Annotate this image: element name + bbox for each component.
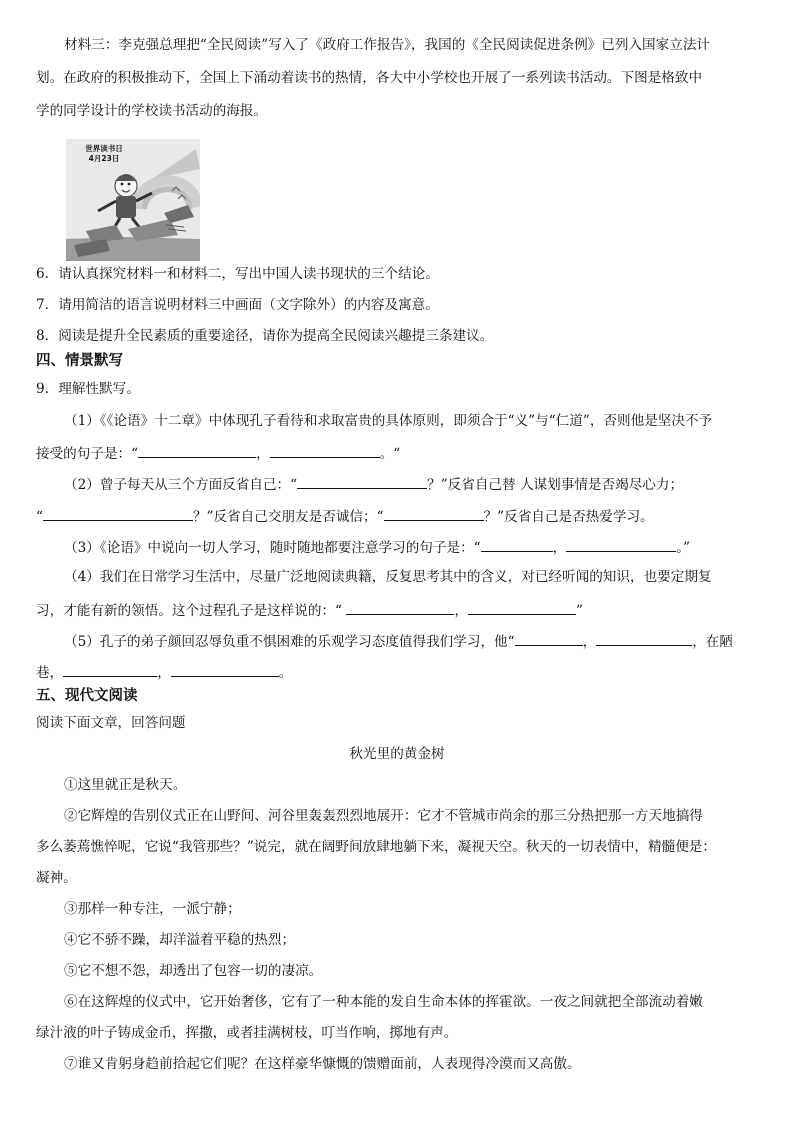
item-2-line-1: [64, 474, 794, 494]
answer-blank[interactable]: [138, 443, 256, 458]
answer-blank[interactable]: [468, 600, 576, 615]
item-1-line-2: [36, 443, 766, 463]
item-1-line-1: （1）《《论语》十二章》中体现孔子看待和求取富贵的具体原则，即须合于“义”与“仁道”，否则他是坚决不予: [64, 413, 713, 429]
answer-blank[interactable]: [384, 506, 484, 521]
answer-blank[interactable]: [270, 443, 380, 458]
item-3-sep: ，: [552, 540, 567, 556]
reading-day-poster-image: [66, 139, 200, 261]
section-5-heading: 五、现代文阅读: [36, 688, 138, 704]
answer-blank[interactable]: [43, 506, 193, 521]
item-4-line-1: （4）我们在日常学习生活中，尽量广泛地阅读典籍，反复思考其中的含义，对已经听闻的知识，也要定期复: [64, 569, 712, 585]
article-para-1: ①这里就正是秋天。: [64, 777, 187, 793]
article-para-2-line-1: ②它辉煌的告别仪式正在山野间、河谷里轰轰烈烈地展开：它才不管城市尚余的那三分热把那一方天地搞得: [64, 808, 703, 824]
item-5-suffix: ，在陋: [692, 634, 733, 650]
item-1-prefix: 接受的句子是：“: [36, 446, 139, 462]
item-5-line-2: [36, 662, 766, 682]
article-title: 秋光里的黄金树: [349, 746, 445, 762]
item-5-prefix: （5）孔子的弟子颜回忍辱负重不惧困难的乐观学习态度值得我们学习，他“: [64, 634, 515, 650]
question-8: 8．阅读是提升全民素质的重要途径，请你为提高全民阅读兴趣提三条建议。: [36, 328, 494, 344]
item-2-prefix: （2）曾子每天从三个方面反省自己：“: [64, 477, 298, 493]
answer-blank[interactable]: [63, 662, 157, 677]
question-9: 9．理解性默写。: [36, 381, 140, 397]
item-2-suffix: ？”反省自己替 人谋划事情是否竭尽心力；: [427, 477, 684, 493]
question-6: 6．请认真探究材料一和材料二，写出中国人读书现状的三个结论。: [36, 266, 439, 282]
material3-line-1: 材料三：李克强总理把“全民阅读”写入了《政府工作报告》，我国的《全民阅读促进条例》已列入国家立法计: [64, 37, 711, 53]
article-para-5: ⑤它不想不怨，却透出了包容一切的凄凉。: [64, 963, 323, 979]
item-2-middle: ？”反省自己交朋友是否诚信；“: [192, 509, 384, 525]
item-5-line-1: [64, 631, 794, 651]
answer-blank[interactable]: [515, 631, 583, 646]
article-para-4: ④它不骄不躁，却洋溢着平稳的热烈；: [64, 932, 296, 948]
item-1-sep: ，: [256, 446, 270, 462]
answer-blank[interactable]: [481, 537, 553, 552]
item-1-end: 。“: [379, 446, 401, 462]
article-para-2-line-3: 凝神。: [36, 870, 77, 886]
item-5-sep: ，: [582, 634, 597, 650]
article-para-6-line-1: ⑥在这辉煌的仪式中，它开始奢侈，它有了一种本能的发自生命本体的挥霍欲。一夜之间就把全部流动着嫩: [64, 994, 703, 1010]
item-4-sep: ，: [454, 603, 468, 619]
item-2-suffix-2: ？”反省自己是否热爱学习。: [483, 509, 654, 525]
material3-line-3: 学的同学设计的学校读书活动的海报。: [36, 103, 268, 119]
poster-title: 世界读书日: [85, 144, 123, 153]
reading-intro: 阅读下面文章，回答问题: [36, 715, 186, 731]
item-5-end: 。: [278, 665, 293, 681]
item-5-sep-2: ，: [157, 665, 171, 681]
item-4-prefix: 习，才能有新的领悟。这个过程孔子是这样说的：“: [36, 603, 347, 619]
question-7: 7．请用简洁的语言说明材料三中画面（文字除外）的内容及寓意。: [36, 297, 439, 313]
article-para-3: ③那样一种专注，一派宁静；: [64, 901, 241, 917]
article-para-6-line-2: 绿汁液的叶子铸成金币，挥撒，或者挂满树枝，叮当作响，掷地有声。: [36, 1025, 458, 1041]
section-4-heading: 四、情景默写: [36, 353, 123, 369]
material3-line-2: 划。在政府的积极推动下，全国上下涌动着读书的热情，各大中小学校也开展了一系列读书活动。下图是格致中: [36, 70, 703, 86]
article-para-7: ⑦谁又肯躬身趋前拾起它们呢？在这样豪华慷慨的馈赠面前，人表现得冷漠而又高傲。: [64, 1056, 581, 1072]
answer-blank[interactable]: [346, 600, 454, 615]
item-5-prefix-2: 巷，: [36, 665, 64, 681]
item-4-end: ”: [575, 603, 583, 619]
item-3-end: 。”: [676, 540, 690, 556]
answer-blank[interactable]: [566, 537, 676, 552]
answer-blank[interactable]: [297, 474, 427, 489]
article-para-2-line-2: 多么萎蔫憔悴呢，它说“我管那些？”说完，就在阔野间放肆地躺下来，凝视天空。秋天的一切表情中，精髓便是：: [36, 839, 716, 855]
item-4-line-2: [36, 600, 766, 620]
item-2-line-2: [36, 506, 766, 526]
poster-date: 4月23日: [88, 154, 120, 163]
item-2-open-quote: “: [36, 509, 43, 525]
answer-blank[interactable]: [596, 631, 692, 646]
item-3-line: [64, 537, 794, 557]
item-3-prefix: （3）《论语》中说向一切人学习，随时随地都要注意学习的句子是：“: [64, 540, 481, 556]
answer-blank[interactable]: [171, 662, 279, 677]
